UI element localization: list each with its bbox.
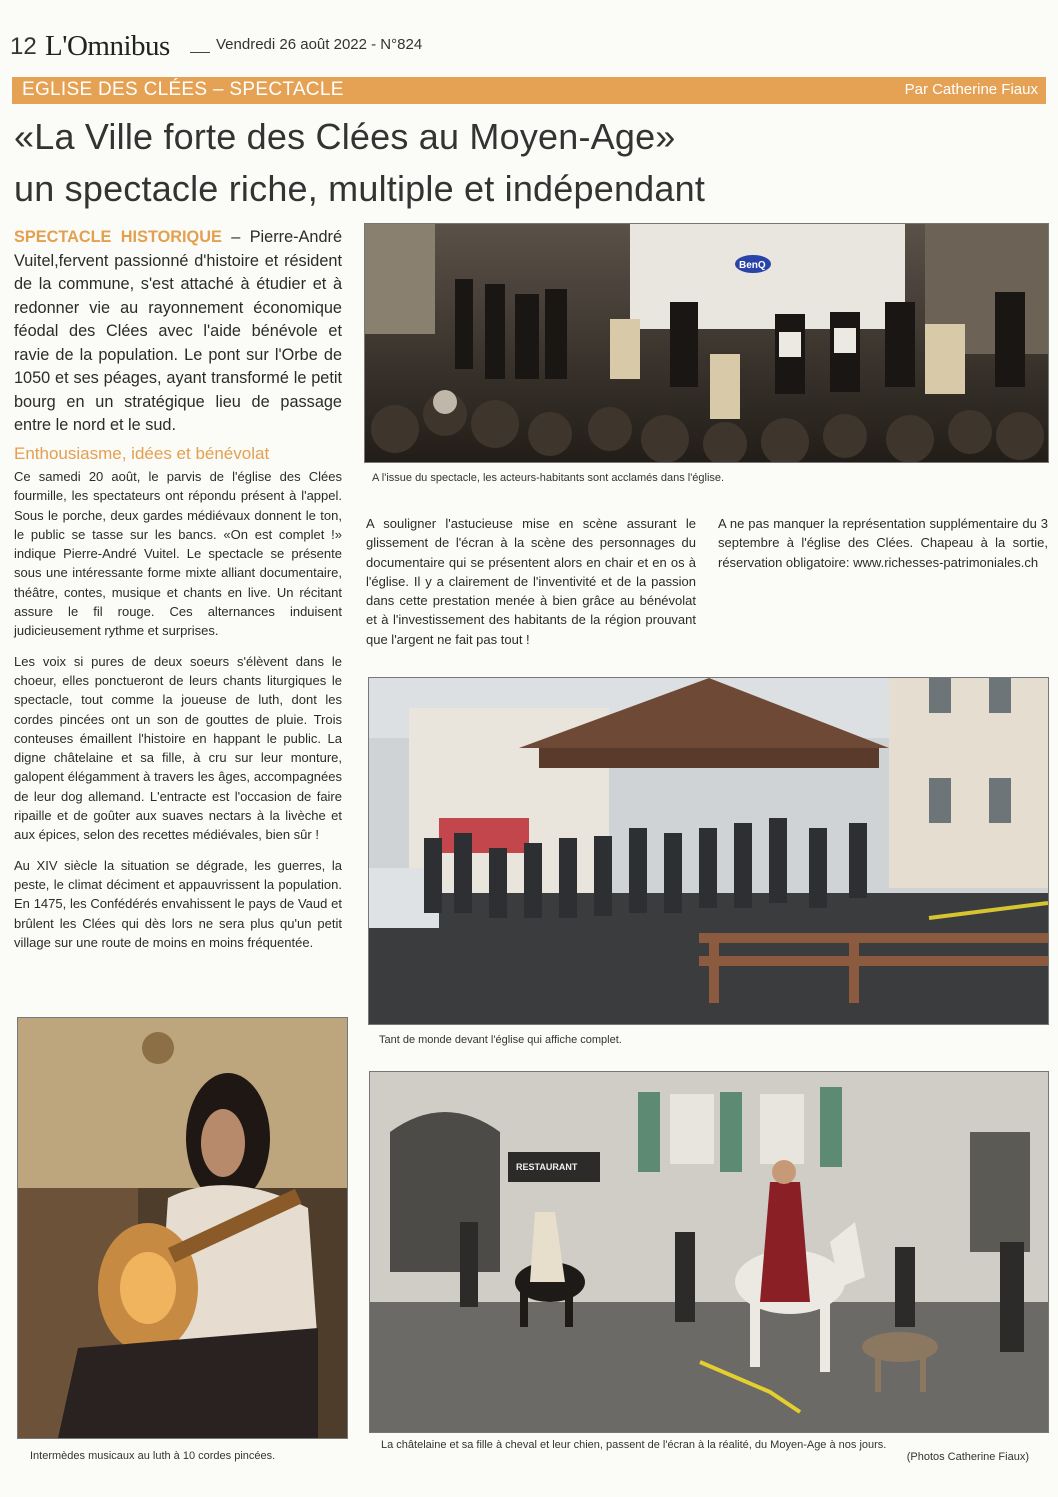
- photo-horses: [369, 1071, 1049, 1433]
- body-paragraph: A souligner l'astucieuse mise en scène assurant le glissement de l'écran à la scène des personnages du documentaire qui se présentent alors en chair et en os à l'église. Il y a clairement de l'inventivité et de la passion dans cette prestation menée à bien grâce au bénévolat et à l'investissement des habitants de la région prouvant que l'argent ne fait pas tout !: [366, 516, 696, 647]
- stage-photo-image: [365, 224, 1048, 462]
- crowd-photo-image: [369, 678, 1048, 1024]
- lead-paragraph: [14, 226, 342, 438]
- restaurant-sign: RESTAURANT: [516, 1162, 578, 1172]
- body-paragraph: Au XIV siècle la situation se dégrade, les guerres, la peste, le climat déciment et appauvrissent la population. En 1475, les Confédérés envahissent le pays de Vaud et brûlent les Clées qui dès lors ne sera plus qu'un petit village sur une route de moins en moins fréquentée.: [14, 857, 342, 950]
- photo-stage-actors: [364, 223, 1049, 463]
- horses-photo-image: [370, 1072, 1048, 1432]
- body-paragraph: A ne pas manquer la représentation supplémentaire du 3 septembre à l'église des Clées. Chapeau à la sortie, réservation obligatoire: www.richesses-patrimoniales.ch: [718, 516, 1048, 570]
- screen-logo: BenQ: [739, 260, 766, 271]
- article-column-1: [14, 467, 342, 963]
- issue-date: Vendredi 26 août 2022 - N°824: [216, 36, 423, 53]
- caption-horses: La châtelaine et sa fille à cheval et leur chien, passent de l'écran à la réalité, du Moyen-Age à nos jours.: [381, 1439, 887, 1451]
- headline-line-2: un spectacle riche, multiple et indépendant: [14, 168, 706, 209]
- caption-stage: A l'issue du spectacle, les acteurs-habitants sont acclamés dans l'église.: [372, 472, 725, 484]
- photo-crowd-church: [368, 677, 1049, 1025]
- lute-photo-image: [18, 1018, 347, 1438]
- lead-text: – Pierre-André Vuitel,fervent passionné d'histoire et résident de la commune, s'est attaché à étudier et à redonner vie au rayonnement économique féodal des Clées avec l'aide bénévole et ravie de la population. Le pont sur l'Orbe de 1050 et ses péages, ayant transformé le petit bourg en un stratégique lieu de passage entre le nord et le sud.: [14, 228, 342, 434]
- subheading: Enthousiasme, idées et bénévolat: [14, 444, 270, 463]
- header-rule: [190, 52, 210, 53]
- lead-kicker: SPECTACLE HISTORIQUE: [14, 228, 222, 246]
- photo-credit: (Photos Catherine Fiaux): [906, 1451, 1029, 1463]
- body-paragraph: Ce samedi 20 août, le parvis de l'église des Clées fourmille, les spectateurs ont répondu présent à l'appel. Sous le porche, deux gardes médiévaux donnent le ton, le public se tasse sur les bancs. «On est complet !» indique Pierre-André Vuitel. Le spectacle se présente sous une intéressante forme mixte alliant documentaire, théâtre, contes, musique et chants en live. Un récitant assure le fil rouge. Ces alternances induisent judicieusement rythme et surprises.: [14, 469, 342, 639]
- section-label: EGLISE DES CLÉES – SPECTACLE: [22, 79, 344, 100]
- caption-lute: Intermèdes musicaux au luth à 10 cordes pincées.: [30, 1450, 276, 1462]
- author-byline: Par Catherine Fiaux: [904, 81, 1038, 98]
- page-number: 12: [10, 33, 37, 60]
- article-column-2: [366, 514, 696, 660]
- body-paragraph: Les voix si pures de deux soeurs s'élèvent dans le choeur, elles ponctueront de leurs chants liturgiques le spectacle, tout comme la joueuse de luth, dont les cordes pincées ont un son de gouttes de pluie. Trois conteuses émaillent l'histoire en happant le public. La digne châtelaine et sa fille, à cru sur leur monture, galopent élégamment à travers les âges, accompagnées de leur dog allemand. L'entracte est l'occasion de faire ripaille et de goûter aux suaves nectars à la livèche et aux épices, selon des recettes médiévales, bien sûr !: [14, 653, 342, 843]
- headline-line-1: «La Ville forte des Clées au Moyen-Age»: [14, 116, 676, 157]
- publication-logo: L'Omnibus: [45, 30, 170, 62]
- caption-crowd: Tant de monde devant l'église qui affiche complet.: [379, 1034, 622, 1046]
- article-column-3: [718, 514, 1048, 583]
- photo-lute-player: [17, 1017, 348, 1439]
